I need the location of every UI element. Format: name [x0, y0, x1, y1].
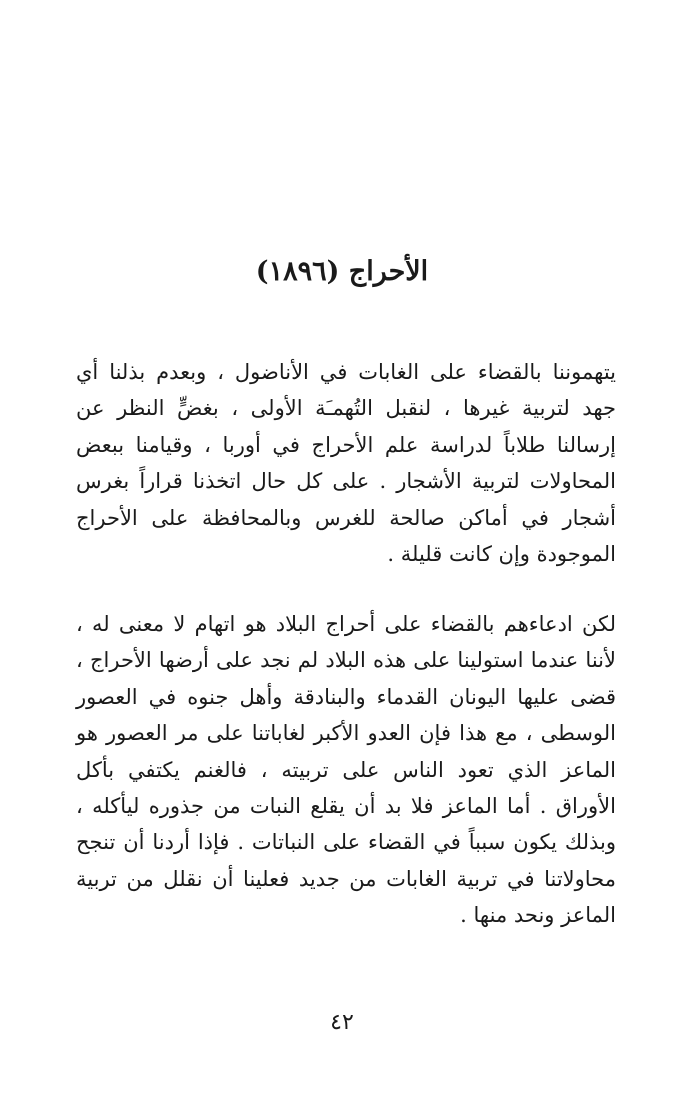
chapter-title: الأحراج (١٨٩٦)	[255, 256, 429, 287]
paragraph-2: لكن ادعاءهم بالقضاء على أحراج البلاد هو اتهام لا معنى له ، لأننا عندما استولينا على هذه البلاد لم نجد على أرضها الأحراج ، قضى عليها اليونان القدماء والبنادقة وأهل جنوه في العصور الوسطى ، مع هذا فإن العدو الأكبر لغاباتنا على مر العصور هو الماعز الذي تعود الناس على تربيته ، فالغنم يكتفي بأكل الأوراق . أما الماعز فلا بد أن يقلع النبات من جذوره ليأكله ، وبذلك يكون سبباً في القضاء على النباتات . فإذا أردنا أن تنجح محاولاتنا في تربية الغابات من جديد فعلينا أن نقلل من تربية الماعز ونحد منها .	[76, 612, 616, 928]
page-number: ٤٢	[330, 1010, 354, 1035]
paragraph-1: يتهموننا بالقضاء على الغابات في الأناضول ، وبعدم بذلنا أي جهد لتربية غيرها ، لنقبل التُهمـَة الأولى ، بغضٍّ النظر عن إرسالنا طلاباً لدراسة علم الأحراج في أوربا ، وقيامنا ببعض المحاولات لتربية الأشجار . على كل حال اتخذنا قراراً بغرس أشجار في أماكن صالحة للغرس وبالمحافظة على الأحراج الموجودة وإن كانت قليلة .	[76, 360, 616, 567]
